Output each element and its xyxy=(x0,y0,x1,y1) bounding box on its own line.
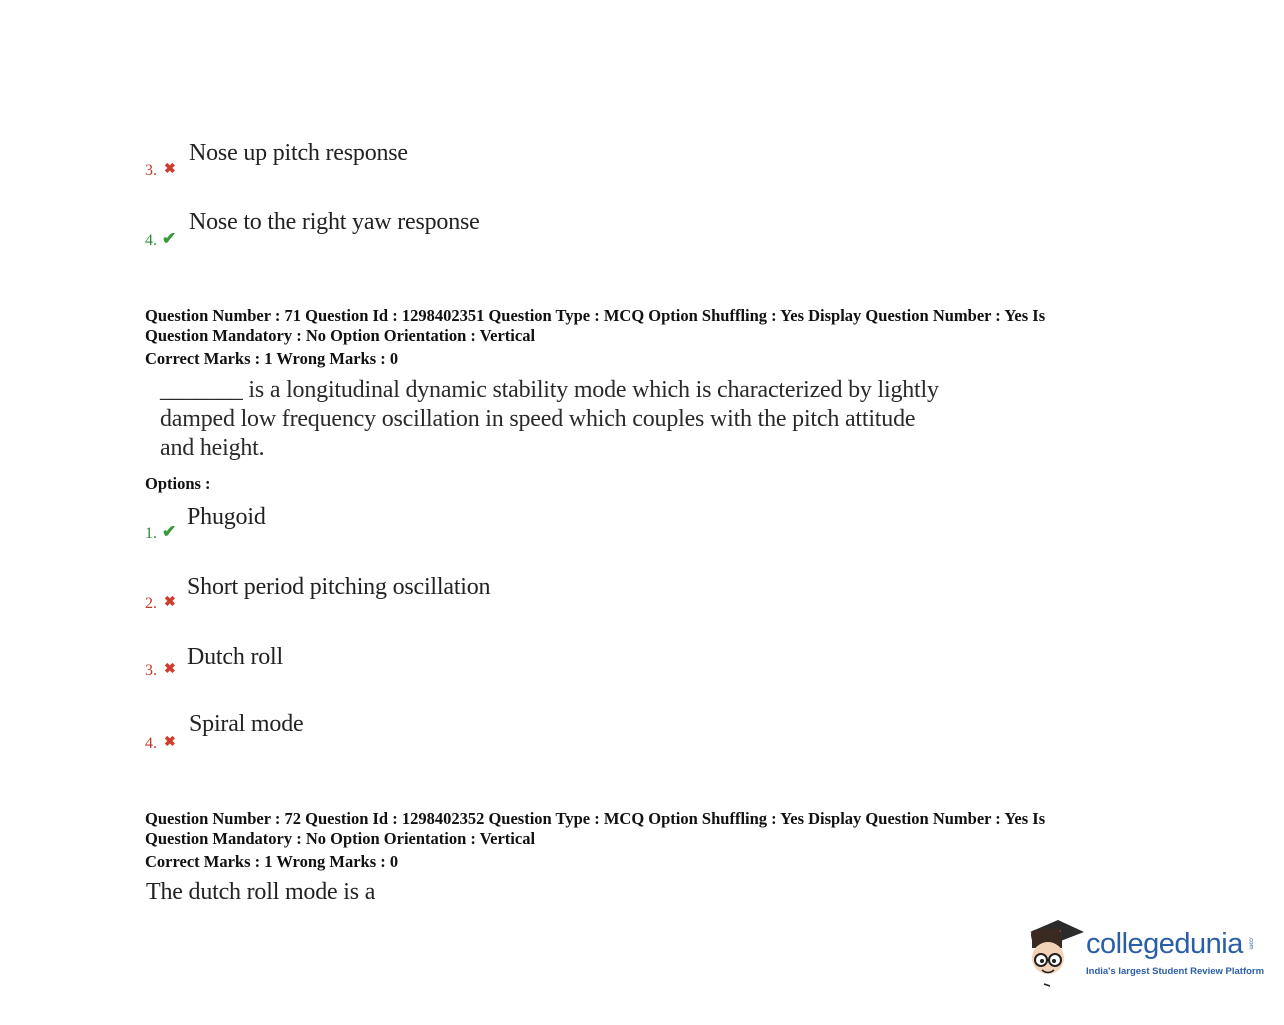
option-text: Spiral mode xyxy=(189,711,304,737)
q71-marks: Correct Marks : 1 Wrong Marks : 0 xyxy=(145,349,399,368)
check-icon: ✔ xyxy=(162,229,177,248)
logo-wordmark: collegedunia xyxy=(1086,928,1243,960)
q71-question-text xyxy=(160,376,960,463)
option-number: 3. xyxy=(145,162,157,179)
option-text: Short period pitching oscillation xyxy=(187,574,491,600)
option-number: 4. xyxy=(145,735,157,752)
q72-meta-line2: Question Mandatory : No Option Orientation : Vertical xyxy=(145,829,536,848)
blank: _______ xyxy=(160,377,243,403)
option-number: 3. xyxy=(145,662,157,679)
q71-meta-line2: Question Mandatory : No Option Orientation : Vertical xyxy=(145,326,536,345)
q71-text-line3: and height. xyxy=(160,435,265,461)
option-text: Nose up pitch response xyxy=(189,140,408,166)
collegedunia-logo xyxy=(1024,918,1264,990)
cross-icon: ✖ xyxy=(164,162,176,177)
logo-tagline: India's largest Student Review Platform xyxy=(1086,966,1265,977)
option-text: Dutch roll xyxy=(187,644,283,670)
cross-icon: ✖ xyxy=(164,662,176,677)
q72-question-text: The dutch roll mode is a xyxy=(146,879,376,905)
option-text: Phugoid xyxy=(187,504,266,530)
option-number: 2. xyxy=(145,595,157,612)
option-text: Nose to the right yaw response xyxy=(189,209,480,235)
option-number: 4. xyxy=(145,232,157,249)
q72-marks: Correct Marks : 1 Wrong Marks : 0 xyxy=(145,852,399,871)
check-icon: ✔ xyxy=(162,522,177,541)
cross-icon: ✖ xyxy=(164,735,176,750)
q71-meta-line1: Question Number : 71 Question Id : 1298402351 Question Type : MCQ Option Shuffling : Yes Display Question Number : Yes Is xyxy=(145,306,1046,325)
q71-text-line1: is a longitudinal dynamic stability mode which is characterized by lightly xyxy=(242,377,939,403)
logo-com: .com xyxy=(1247,936,1254,950)
option-number: 1. xyxy=(145,525,157,542)
cross-icon: ✖ xyxy=(164,595,176,610)
mascot-icon xyxy=(1024,918,1086,990)
q71-text-line2: damped low frequency oscillation in speed which couples with the pitch attitude xyxy=(160,406,916,432)
q72-meta-line1: Question Number : 72 Question Id : 1298402352 Question Type : MCQ Option Shuffling : Yes Display Question Number : Yes Is xyxy=(145,809,1046,828)
options-label: Options : xyxy=(145,474,211,493)
